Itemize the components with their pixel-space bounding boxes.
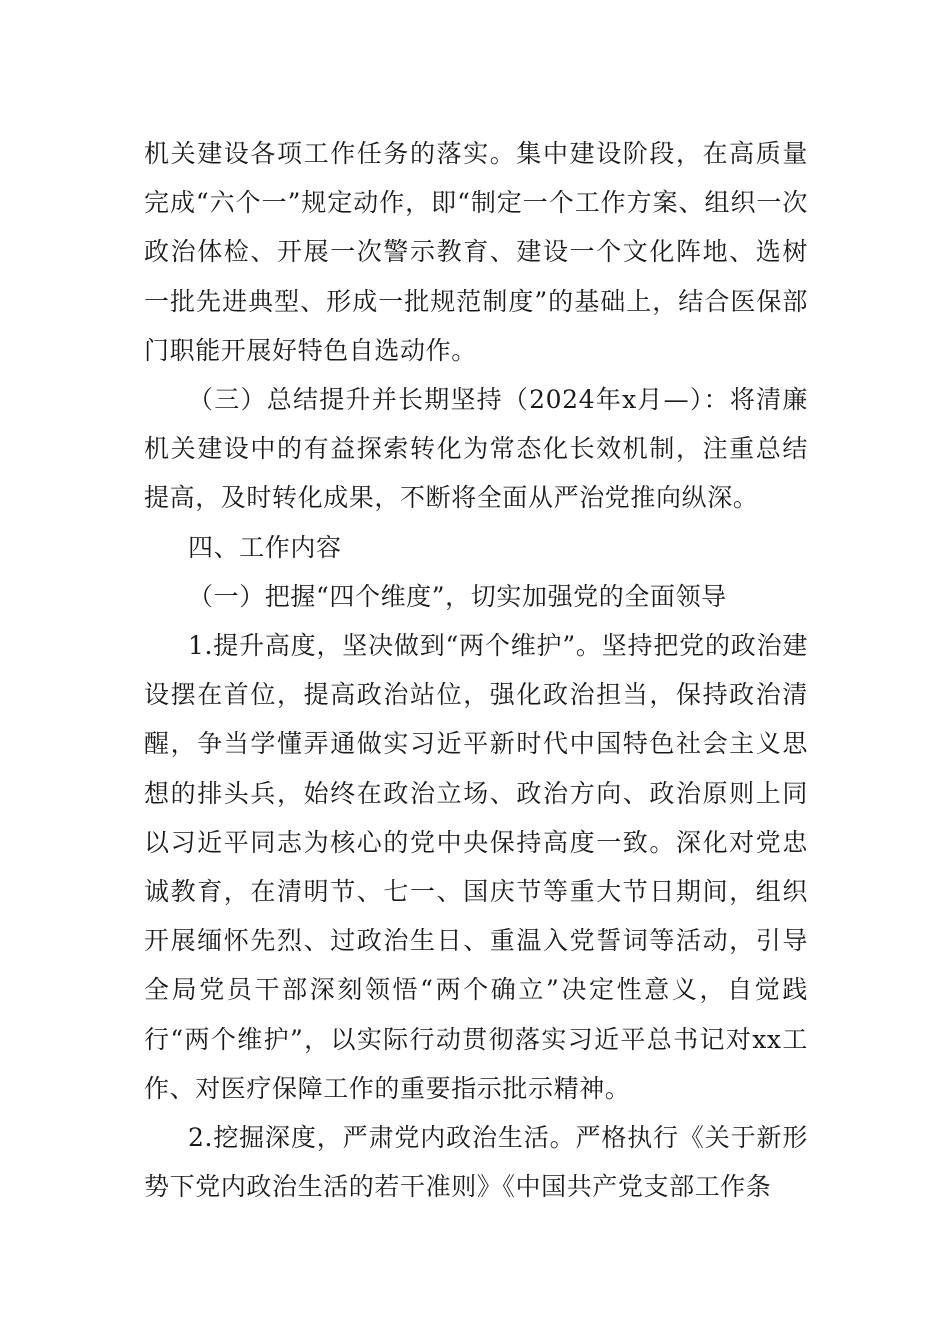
subheading-four-dimensions: （一）把握“四个维度”，切实加强党的全面领导 [188,581,727,611]
paragraph-item-one: 1.提升高度，坚决做到“两个维护”。坚持把党的政治建设摆在首位，提高政治站位，强化政治担当，保持政治清醒，争当学懂弄通做实习近平新时代中国特色社会主义思想的排头兵，始终在政治立场、政治方向、政治原则上同以习近平同志为核心的党中央保持高度一致。深化对党忠诚教育，在清明节、七一、国庆节等重大节日期间，组织开展缅怀先烈、过政治生日、重温入党誓词等活动，引导全局党员干部深刻领悟“两个确立”决定性意义，自觉践行“两个维护”，以实际行动贯彻落实习近平总书记对xx工作、对医疗保障工作的重要指示批示精神。 [144,631,808,1103]
paragraph-item-two: 2.挖掘深度，严肃党内政治生活。严格执行《关于新形势下党内政治生活的若干准则》《中国共产党支部工作条 [144,1123,808,1202]
paragraph-section-three: （三）总结提升并长期坚持（2024年x月—）：将清廉机关建设中的有益探索转化为常态化长效机制，注重总结提高，及时转化成果，不断将全面从严治党推向纵深。 [144,385,808,513]
document-body [144,129,808,1211]
heading-work-content: 四、工作内容 [188,532,342,562]
paragraph-continuation: 机关建设各项工作任务的落实。集中建设阶段，在高质量完成“六个一”规定动作，即“制定一个工作方案、组织一次政治体检、开展一次警示教育、建设一个文化阵地、选树一批先进典型、形成一批规范制度”的基础上，结合医保部门职能开展好特色自选动作。 [144,139,808,365]
